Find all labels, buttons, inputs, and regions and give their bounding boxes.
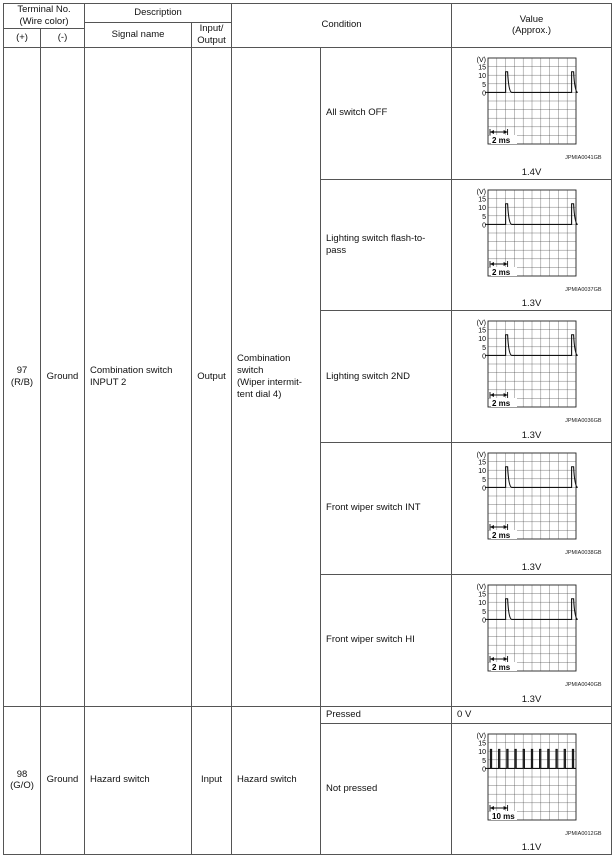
waveform-trace [488, 72, 578, 93]
figure-ref: JPMIA0036GB [565, 418, 602, 425]
y-tick-label: 10 [477, 468, 486, 476]
y-tick-label: 15 [477, 196, 486, 204]
y-tick-label: 10 [477, 336, 486, 344]
time-division-label: 2 ms [491, 399, 510, 409]
ground-cell: Ground [41, 47, 85, 706]
y-tick-label: 0 [481, 765, 486, 773]
figure-ref: JPMIA0012GB [565, 830, 602, 837]
time-division-label: 2 ms [491, 267, 510, 277]
figure-ref: JPMIA0037GB [565, 286, 602, 293]
value-header: Value (Approx.) [452, 4, 612, 48]
sub-condition-flash-to-pass: Lighting switch flash-to- pass [321, 179, 452, 311]
value-cell [452, 574, 612, 706]
y-unit-label: (V) [476, 732, 486, 740]
value-cell [452, 723, 612, 855]
sub-condition-not-pressed: Not pressed [321, 723, 452, 855]
approx-value: 1.3V [521, 298, 542, 310]
oscilloscope-waveform [462, 447, 602, 547]
ground-cell: Ground [41, 706, 85, 855]
y-tick-label: 15 [477, 64, 486, 72]
y-tick-label: 15 [477, 459, 486, 467]
terminal-spec-table [3, 3, 612, 855]
y-tick-label: 15 [477, 327, 486, 335]
y-tick-label: 0 [481, 617, 486, 625]
y-tick-label: 0 [481, 485, 486, 493]
plus-header: (+) [4, 28, 41, 47]
waveform-trace [488, 203, 578, 224]
y-tick-label: 0 [481, 90, 486, 98]
y-unit-label: (V) [476, 320, 486, 328]
oscilloscope-waveform [462, 52, 602, 152]
y-tick-label: 10 [477, 599, 486, 607]
signal-name-cell: Combination switch INPUT 2 [85, 47, 192, 706]
minus-header: (-) [41, 28, 85, 47]
approx-value: 1.1V [521, 842, 542, 854]
io-cell: Input [192, 706, 232, 855]
oscilloscope-waveform [462, 728, 602, 828]
y-tick-label: 0 [481, 221, 486, 229]
figure-ref: JPMIA0040GB [565, 681, 602, 688]
signal-name-cell: Hazard switch [85, 706, 192, 855]
sub-condition-pressed: Pressed [321, 706, 452, 723]
time-division-label: 2 ms [491, 531, 510, 540]
value-cell [452, 179, 612, 311]
y-tick-label: 5 [481, 81, 486, 89]
y-tick-label: 15 [477, 740, 486, 748]
terminal-97-cell: 97 (R/B) [4, 47, 41, 706]
terminal-98-cell: 98 (G/O) [4, 706, 41, 855]
oscilloscope-waveform [462, 184, 602, 284]
condition-header: Condition [232, 4, 452, 48]
figure-ref: JPMIA0038GB [565, 550, 602, 556]
pressed-value: 0 V [452, 706, 612, 723]
figure-ref: JPMIA0041GB [565, 154, 602, 161]
description-header: Description [85, 4, 232, 23]
time-division-label: 2 ms [491, 662, 510, 672]
approx-value: 1.4V [521, 166, 542, 178]
condition-cell: Combination switch (Wiper intermit- tent dial 4) [232, 47, 321, 706]
io-header: Input/ Output [192, 23, 232, 48]
y-tick-label: 10 [477, 204, 486, 212]
sub-condition-wiper-hi: Front wiper switch HI [321, 574, 452, 706]
y-unit-label: (V) [476, 583, 486, 591]
y-unit-label: (V) [476, 56, 486, 64]
value-cell [452, 47, 612, 179]
approx-value: 1.3V [521, 561, 542, 573]
time-division-label: 10 ms [491, 811, 515, 821]
value-cell [452, 311, 612, 443]
waveform-trace [488, 467, 578, 488]
y-tick-label: 5 [481, 213, 486, 221]
y-tick-label: 5 [481, 345, 486, 353]
io-cell: Output [192, 47, 232, 706]
condition-cell: Hazard switch [232, 706, 321, 855]
sub-condition-lighting-2nd: Lighting switch 2ND [321, 311, 452, 443]
waveform-trace [488, 335, 578, 356]
y-unit-label: (V) [476, 188, 486, 196]
approx-value: 1.3V [521, 430, 542, 442]
y-tick-label: 10 [477, 748, 486, 756]
waveform-trace [488, 599, 578, 620]
terminal-no-header: Terminal No. (Wire color) [4, 4, 85, 29]
time-division-label: 2 ms [491, 135, 510, 145]
y-tick-label: 0 [481, 353, 486, 361]
signal-name-header: Signal name [85, 23, 192, 48]
approx-value: 1.3V [521, 693, 542, 705]
y-tick-label: 5 [481, 608, 486, 616]
y-tick-label: 5 [481, 476, 486, 484]
oscilloscope-waveform [462, 579, 602, 679]
sub-condition-all-switch-off: All switch OFF [321, 47, 452, 179]
y-tick-label: 10 [477, 72, 486, 80]
y-tick-label: 5 [481, 757, 486, 765]
value-cell [452, 443, 612, 575]
oscilloscope-waveform [462, 315, 602, 415]
sub-condition-wiper-int: Front wiper switch INT [321, 443, 452, 575]
y-unit-label: (V) [476, 452, 486, 459]
y-tick-label: 15 [477, 591, 486, 599]
